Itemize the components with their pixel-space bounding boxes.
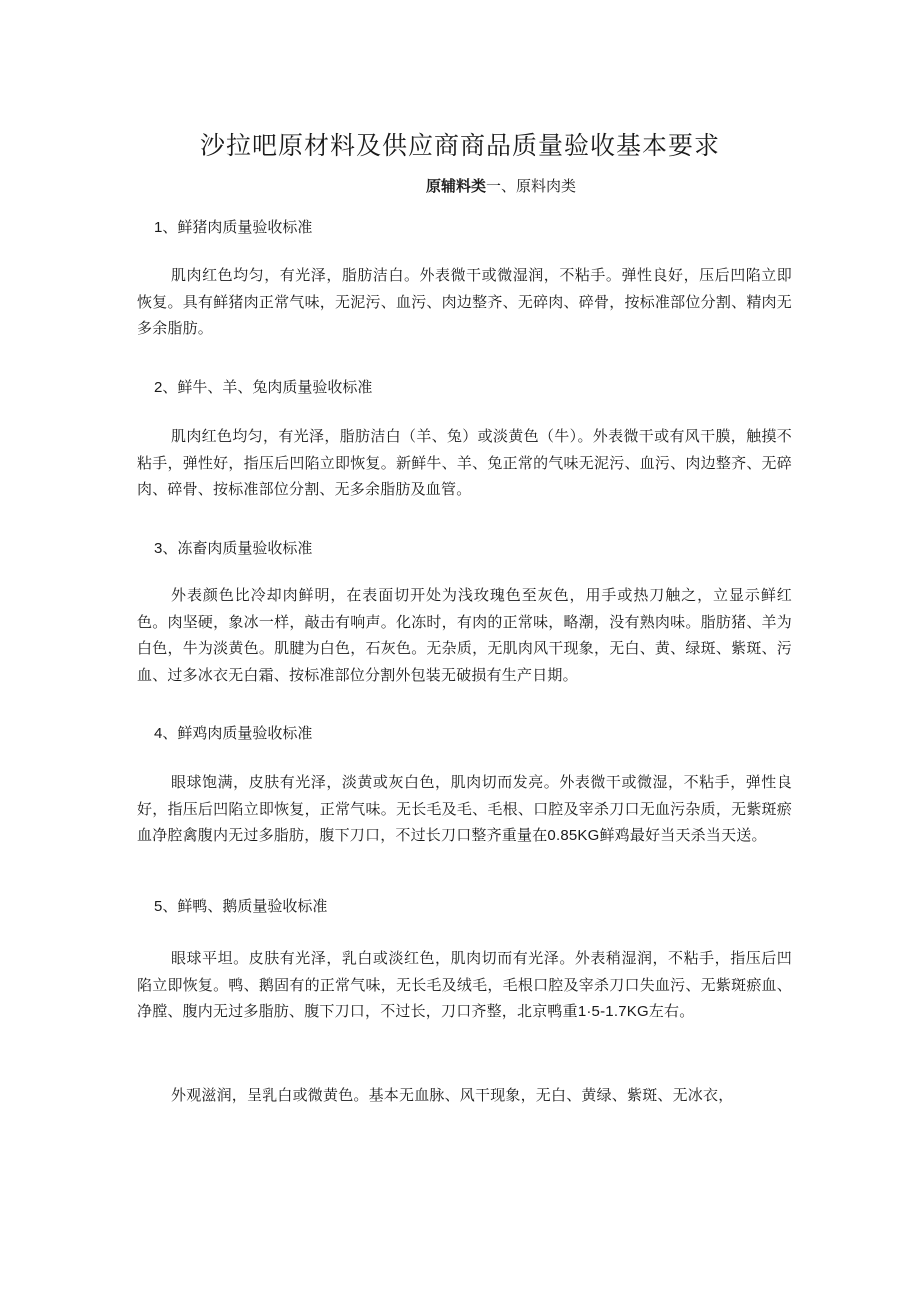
section-number: 1 — [154, 219, 163, 236]
section-paragraph-3: 外表颜色比冷却肉鲜明，在表面切开处为浅玫瑰色至灰色，用手或热刀触之，立显示鲜红色。肉坚硬，象冰一样，敲击有响声。化冻时，有肉的正常味，略潮，没有熟肉味。脂肪猪、羊为白色，牛为淡黄色。肌腱为白色，石灰色。无杂质，无肌肉风干现象，无白、黄、绿斑、紫斑、污血、过多冰衣无白霜、按标准部位分割外包装无破损有生产日期。 — [137, 586, 792, 684]
section-heading-text: 、鲜牛、羊、兔肉质量验收标准 — [162, 378, 373, 396]
section-heading-text: 、鲜猪肉质量验收标准 — [162, 218, 313, 236]
section-heading-4 — [154, 722, 312, 743]
page-title: 沙拉吧原材料及供应商商品质量验收基本要求 — [199, 131, 720, 160]
subtitle-category: 原辅料类 — [426, 177, 487, 195]
subtitle-section: 一、原料肉类 — [486, 177, 577, 195]
section-heading-1 — [154, 216, 312, 237]
paragraph-text: 鲜鸡最好当天杀当天送。 — [599, 826, 767, 844]
paragraph-text: 眼球平坦。皮肤有光泽，乳白或淡红色，肌肉切而有光泽。外表稍湿润，不粘手，指压后凹陷立即恢复。鸭、鹅固有的正常气味，无长毛及绒毛，毛根口腔及宰杀刀口失血污、无紫斑瘀血、净膛、腹内无过多脂肪、腹下刀口，不过长，刀口齐整，北京鸭重 — [137, 949, 792, 1020]
section-heading-text: 、鲜鸭、鹅质量验收标准 — [162, 897, 328, 915]
section-number: 5 — [154, 898, 163, 915]
weight-value: 1·5-1.7KG — [577, 1003, 649, 1020]
section-heading-3 — [154, 537, 312, 558]
section-paragraph-2: 肌肉红色均匀，有光泽，脂肪洁白（羊、兔）或淡黄色（牛）。外表微干或有风干膜，触摸不粘手，弹性好，指压后凹陷立即恢复。新鲜牛、羊、兔正常的气味无泥污、血污、肉边整齐、无碎肉、碎骨、按标准部位分割、无多余脂肪及血管。 — [137, 427, 792, 498]
section-number: 4 — [154, 725, 163, 742]
section-heading-2 — [154, 376, 372, 397]
section-number: 2 — [154, 379, 163, 396]
section-paragraph-1: 肌肉红色均匀，有光泽，脂肪洁白。外表微干或微湿润，不粘手。弹性良好，压后凹陷立即恢复。具有鲜猪肉正常气味，无泥污、血污、肉边整齐、无碎肉、碎骨，按标准部位分割、精肉无多余脂肪。 — [137, 266, 792, 337]
section-heading-text: 、鲜鸡肉质量验收标准 — [162, 724, 313, 742]
section-number: 3 — [154, 540, 163, 557]
paragraph-text: 左右。 — [648, 1002, 695, 1020]
document-subtitle — [426, 175, 576, 196]
section-heading-text: 、冻畜肉质量验收标准 — [162, 539, 313, 557]
paragraph-text: 眼球饱满，皮肤有光泽，淡黄或灰白色，肌肉切而发亮。外表微干或微湿，不粘手，弹性良好，指压后凹陷立即恢复，正常气味。无长毛及毛、毛根、口腔及宰杀刀口无血污杂质，无紫斑瘀血净腔禽腹内无过多脂肪，腹下刀口，不过长刀口整齐重量在 — [137, 773, 792, 844]
section-paragraph-4 — [137, 769, 792, 850]
final-paragraph: 外观滋润，呈乳白或微黄色。基本无血脉、风干现象，无白、黄绿、紫斑、无冰衣， — [171, 1086, 734, 1104]
weight-value: 0.85KG — [547, 827, 600, 844]
section-paragraph-5 — [137, 945, 792, 1026]
section-heading-5 — [154, 895, 327, 916]
